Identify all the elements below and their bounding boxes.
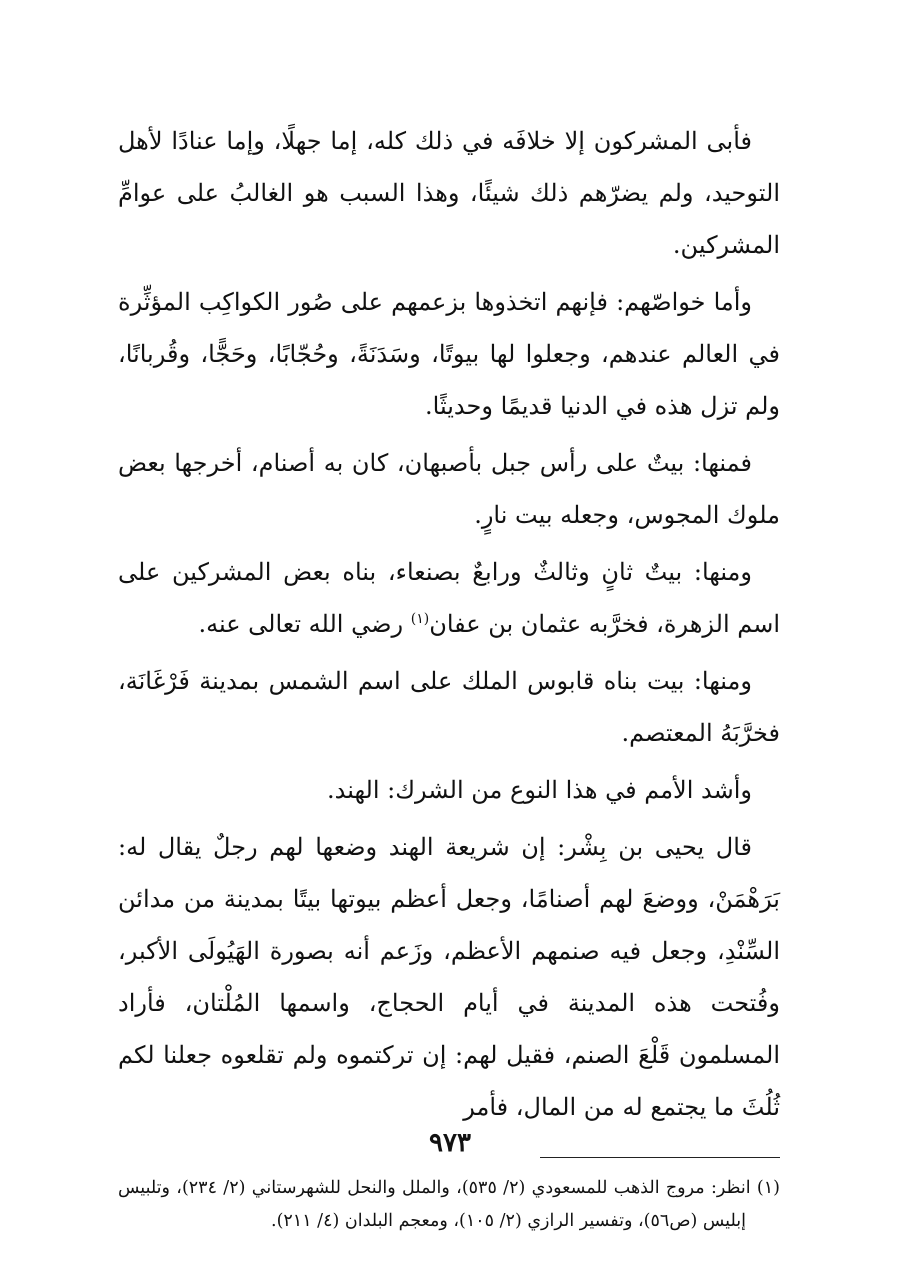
paragraph-4 xyxy=(118,546,780,650)
paragraph-6: وأشد الأمم في هذا النوع من الشرك: الهند. xyxy=(326,776,752,804)
paragraph-3: فمنها: بيتٌ على رأس جبل بأصبهان، كان به أصنام، أخرجها بعض ملوك المجوس، وجعله بيت نارٍ. xyxy=(118,449,780,529)
paragraph-4-ending: رضي الله تعالى عنه. xyxy=(198,610,404,638)
footnote: (١) انظر: مروج الذهب للمسعودي (٢/ ٥٣٥)، والملل والنحل للشهرستاني (٢/ ٢٣٤)، وتلبيس إبليس (ص٥٦)، وتفسير الرازي (٢/ ١٠٥)، ومعجم البلدان (٤/ ٢١١). xyxy=(118,1178,780,1231)
paragraph-4-text: ومنها: بيتٌ ثانٍ وثالثٌ ورابعٌ بصنعاء، بناه بعض المشركين على اسم الزهرة، فخرَّبه عثمان بن عفان xyxy=(118,558,780,638)
paragraph-2: وأما خواصّهم: فإنهم اتخذوها بزعمهم على صُور الكواكِب المؤثِّرة في العالم عندهم، وجعلوا لها بيوتًا، وسَدَنَةً، وحُجّابًا، وحَجًّا، وقُربانًا، ولم تزل هذه في الدنيا قديمًا وحديثًا. xyxy=(118,288,780,420)
main-text xyxy=(118,115,780,1133)
paragraph-7: قال يحيى بن بِشْر: إن شريعة الهند وضعها لهم رجلٌ يقال له: بَرَهْمَنْ، ووضعَ لهم أصنامًا، وجعل أعظم بيوتها بيتًا بمدينة من مدائن السِّنْدِ، وجعل فيه صنمهم الأعظم، وزَعم أنه بصورة الهَيُولَى الأكبر، وفُتحت هذه المدينة في أيام الحجاج، واسمها المُلْتان، فأراد المسلمون قَلْعَ الصنم، فقيل لهم: إن تركتموه ولم تقلعوه جعلنا لكم ثُلُثَ ما يجتمع له من المال، فأمر xyxy=(118,833,780,1121)
footnote-reference[interactable]: (١) xyxy=(410,611,430,627)
paragraph-5: ومنها: بيت بناه قابوس الملك على اسم الشمس بمدينة فَرْغَانَة، فخرَّبَهُ المعتصم. xyxy=(118,667,780,747)
paragraph-1: فأبى المشركون إلا خلافَه في ذلك كله، إما جهلًا، وإما عنادًا لأهل التوحيد، ولم يضرّهم ذلك شيئًا، وهذا السبب هو الغالبُ على عوامِّ المشركين. xyxy=(118,127,780,259)
page-content xyxy=(118,115,780,1238)
page-number: ٩٧٣ xyxy=(429,1128,471,1158)
